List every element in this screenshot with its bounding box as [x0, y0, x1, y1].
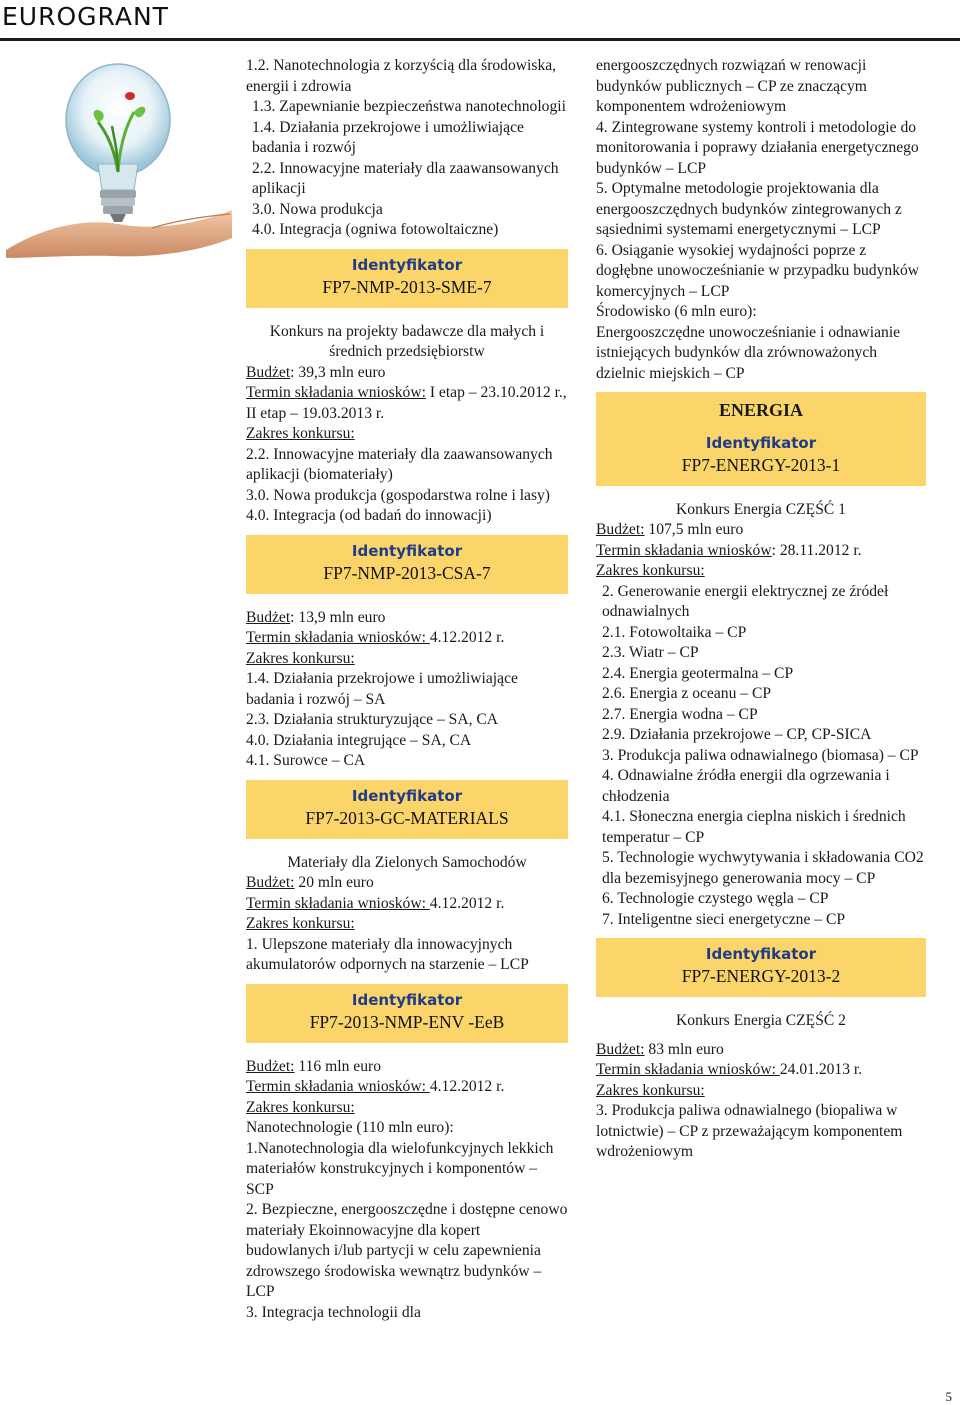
cont-line-1: energooszczędnych rozwiązań w renowacji budynków publicznych – CP ze znaczącym komponentem wdrożeniowym [596, 57, 867, 115]
cont-line-2: 4. Zintegrowane systemy kontroli i metodologie do monitorowania i poprawy działania energetycznego budynków – LCP [596, 118, 919, 177]
energia-header: ENERGIA [596, 392, 926, 427]
e2-identifier-label: Identyfikator [705, 945, 817, 963]
env-identifier-label: Identyfikator [351, 990, 463, 1009]
csa-budget-value: : 13,9 mln euro [290, 608, 386, 626]
sme-scope-item-3: 4.0. Integracja (od badań do innowacji) [246, 507, 492, 524]
env-budget-value: 116 mln euro [294, 1057, 381, 1075]
e1-scope-item-7: 2.9. Działania przekrojowe – CP, CP-SICA [602, 726, 872, 743]
csa-deadline-label: Termin składania wniosków: [246, 629, 430, 646]
e1-scope-item-6: 2.7. Energia wodna – CP [602, 705, 758, 723]
csa-scope-item-4: 4.1. Surowce – CA [246, 752, 366, 769]
sme-identifier-value: FP7-NMP-2013-SME-7 [322, 276, 492, 297]
e2-budget-label: Budżet: [596, 1040, 645, 1058]
e1-identifier-box [596, 427, 926, 486]
sme-identifier-box [246, 249, 568, 308]
e1-deadline-value: : 28.11.2012 r. [771, 541, 862, 559]
page-number: 5 [945, 1389, 952, 1404]
e2-scope-label: Zakres konkursu: [596, 1081, 705, 1099]
e2-deadline-value: 24.01.2013 r. [779, 1061, 863, 1078]
env-scope-label: Zakres konkursu: [246, 1098, 355, 1116]
e2-title: Konkurs Energia CZĘŚĆ 2 [676, 1012, 846, 1029]
env-deadline-label: Termin składania wniosków: [246, 1078, 430, 1095]
header-rule [0, 38, 960, 41]
e1-scope-item-8: 3. Produkcja paliwa odnawialnego (biomasa) – CP [602, 746, 919, 764]
env-scope-item-1: Nanotechnologie (110 mln euro): [246, 1119, 454, 1136]
e1-scope-item-13: 7. Inteligentne sieci energetyczne – CP [602, 910, 846, 928]
e2-identifier-box [596, 938, 926, 997]
gc-title: Materiały dla Zielonych Samochodów [287, 853, 527, 871]
sme-budget-label: Budżet [246, 363, 291, 381]
e2-identifier-value: FP7-ENERGY-2013-2 [681, 966, 841, 986]
sme-scope-item-1: 2.2. Innowacyjne materiały dla zaawansowanych aplikacji (biomateriały) [246, 445, 553, 483]
e1-deadline-label: Termin składania wniosków [596, 541, 772, 559]
env-identifier-box [246, 984, 568, 1043]
e2-budget-value: 83 mln euro [644, 1040, 724, 1058]
csa-scope-item-3: 4.0. Działania integrujące – SA, CA [246, 731, 472, 749]
sme-budget-value: : 39,3 mln euro [290, 363, 386, 381]
gc-budget-label: Budżet: [246, 874, 295, 891]
env-scope-item-2: 1.Nanotechnologia dla wielofunkcyjnych lekkich materiałów konstrukcyjnych i komponentów – SCP [246, 1139, 554, 1198]
env-deadline-value: 4.12.2012 r. [429, 1078, 505, 1095]
e1-scope-item-1: 2. Generowanie energii elektrycznej ze źródeł odnawialnych [602, 582, 889, 620]
csa-identifier-label: Identyfikator [351, 541, 463, 560]
middle-column [246, 56, 568, 1323]
right-column [596, 56, 926, 1163]
env-scope-item-4: 3. Integracja technologii dla [246, 1303, 421, 1321]
csa-identifier-box [246, 535, 568, 594]
cont-line-6: Energooszczędne unowocześnianie i odnawianie istniejących budynków dla zrównoważonych dzielnic miejskich – CP [596, 323, 901, 382]
env-scope-item-3: 2. Bezpieczne, energooszczędne i dostępne cenowo materiały Ekoinnowacyjne dla kopert budowlanych i/lub partycji w celu zapewnienia zdrowszego środowiska wewnątrz budynków – LCP [246, 1201, 568, 1300]
sme-deadline-value: I etap – 23.10.2012 r., II etap – 19.03.2013 r. [246, 384, 567, 422]
cont-line-3: 5. Optymalne metodologie projektowania dla energooszczędnych budynków zintegrowanych z sąsiednimi systemami energetycznymi – LCP [596, 180, 902, 238]
lightbulb-in-hand-image [2, 52, 234, 262]
e1-budget-label: Budżet: [596, 521, 645, 538]
e1-scope-item-4: 2.4. Energia geotermalna – CP [602, 664, 794, 682]
env-identifier-value: FP7-2013-NMP-ENV -EeB [309, 1011, 505, 1032]
gc-budget-value: 20 mln euro [294, 874, 374, 891]
intro-line-6: 4.0. Integracja (ogniwa fotowoltaiczne) [252, 221, 499, 238]
e2-scope-item-1: 3. Produkcja paliwa odnawialnego (biopaliwa w lotnictwie) – CP z przeważającym komponentem wdrożeniowym [596, 1102, 903, 1160]
env-budget-label: Budżet: [246, 1057, 295, 1075]
csa-scope-item-1: 1.4. Działania przekrojowe i umożliwiające badania i rozwój – SA [246, 670, 518, 708]
csa-identifier-value: FP7-NMP-2013-CSA-7 [323, 562, 491, 583]
brand-header [0, 0, 960, 38]
e1-budget-value: 107,5 mln euro [644, 521, 744, 538]
gc-scope-item-1: 1. Ulepszone materiały dla innowacyjnych akumulatorów odpornych na starzenie – LCP [246, 935, 529, 973]
csa-deadline-value: 4.12.2012 r. [429, 629, 505, 646]
e1-scope-item-2: 2.1. Fotowoltaika – CP [602, 623, 747, 641]
sme-deadline-label: Termin składania wniosków: [246, 384, 426, 401]
csa-budget-label: Budżet [246, 608, 291, 626]
sme-title: Konkurs na projekty badawcze dla małych i średnich przedsiębiorstw [269, 322, 545, 360]
e1-scope-item-5: 2.6. Energia z oceanu – CP [602, 685, 772, 702]
gc-deadline-value: 4.12.2012 r. [429, 894, 505, 912]
e1-scope-item-9: 4. Odnawialne źródła energii dla ogrzewania i chłodzenia [602, 767, 890, 805]
intro-line-1: 1.2. Nanotechnologia z korzyścią dla środowiska, energii i zdrowia [246, 57, 557, 95]
gc-identifier-box [246, 780, 568, 839]
sme-scope-label: Zakres konkursu: [246, 425, 355, 442]
e1-identifier-label: Identyfikator [705, 433, 817, 452]
gc-deadline-label: Termin składania wniosków: [246, 894, 430, 912]
e1-identifier-value: FP7-ENERGY-2013-1 [681, 454, 841, 475]
e1-title: Konkurs Energia CZĘŚĆ 1 [676, 500, 846, 518]
brand-title: EUROGRANT [2, 2, 169, 31]
intro-line-3: 1.4. Działania przekrojowe i umożliwiające badania i rozwój [252, 118, 524, 156]
e1-scope-item-12: 6. Technologie czystego węgla – CP [602, 890, 829, 907]
sme-scope-item-2: 3.0. Nowa produkcja (gospodarstwa rolne i lasy) [246, 486, 551, 504]
intro-line-2: 1.3. Zapewnianie bezpieczeństwa nanotechnologii [252, 98, 566, 115]
cont-line-5: Środowisko (6 mln euro): [596, 303, 757, 320]
csa-scope-label: Zakres konkursu: [246, 649, 355, 667]
e2-deadline-label: Termin składania wniosków: [596, 1061, 780, 1078]
intro-line-5: 3.0. Nowa produkcja [252, 200, 383, 218]
e1-scope-item-11: 5. Technologie wychwytywania i składowania CO2 dla bezemisyjnego generowania mocy – CP [602, 849, 924, 887]
gc-scope-label: Zakres konkursu: [246, 915, 355, 932]
gc-identifier-label: Identyfikator [351, 786, 463, 805]
intro-line-4: 2.2. Innowacyjne materiały dla zaawansowanych aplikacji [252, 159, 559, 197]
e1-scope-label: Zakres konkursu: [596, 562, 705, 579]
e1-scope-item-10: 4.1. Słoneczna energia cieplna niskich i średnich temperatur – CP [602, 808, 906, 846]
gc-identifier-value: FP7-2013-GC-MATERIALS [305, 807, 509, 828]
csa-scope-item-2: 2.3. Działania strukturyzujące – SA, CA [246, 711, 499, 728]
cont-line-4: 6. Osiąganie wysokiej wydajności poprze z dogłębne unowocześnianie w przypadku budynków komercyjnych – LCP [596, 241, 920, 300]
e1-scope-item-3: 2.3. Wiatr – CP [602, 644, 699, 661]
sme-identifier-label: Identyfikator [351, 255, 463, 274]
